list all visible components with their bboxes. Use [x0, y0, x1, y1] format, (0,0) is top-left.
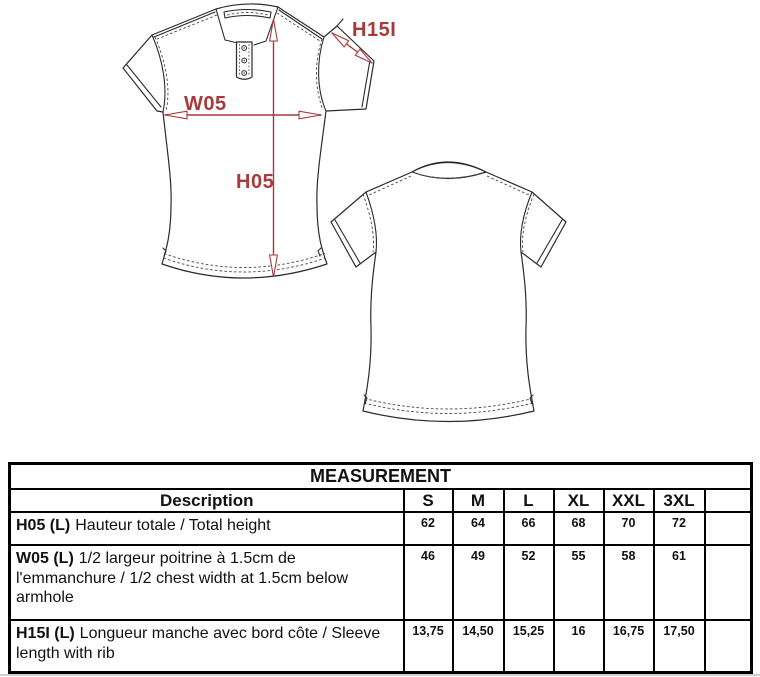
column-header-empty [705, 489, 752, 512]
column-header-size-3xl: 3XL [654, 489, 705, 512]
measure-value: 17,50 [654, 620, 705, 673]
front-right-sleeve-tick [337, 19, 343, 26]
back-body-outline [331, 162, 566, 422]
measure-code: H15I (L) [16, 625, 75, 642]
measure-text: 1/2 largeur poitrine à 1.5cm de l'emmanchure / 1/2 chest width at 1.5cm below armhole [16, 550, 349, 607]
column-header-size-l: L [504, 489, 554, 512]
measure-value: 16 [554, 620, 604, 673]
table-row-h05 [10, 512, 752, 545]
measure-value: 13,75 [404, 620, 453, 673]
polo-front-view [123, 4, 374, 278]
measure-value: 49 [453, 545, 504, 620]
column-header-size-s: S [404, 489, 453, 512]
measure-value: 68 [554, 512, 604, 545]
measure-text: Longueur manche avec bord côte / Sleeve length with rib [16, 625, 381, 662]
measure-value-empty [705, 512, 752, 545]
w05-label: W05 [184, 93, 227, 115]
measure-value: 14,50 [453, 620, 504, 673]
table-title: MEASUREMENT [10, 464, 752, 490]
placket-button [242, 58, 247, 63]
measure-value: 58 [604, 545, 654, 620]
h05-label: H05 [236, 171, 275, 193]
placket-button [242, 46, 247, 51]
measure-value: 64 [453, 512, 504, 545]
measure-value-empty [705, 620, 752, 673]
measurement-table [8, 462, 753, 674]
table-row-h15i [10, 620, 752, 673]
measure-value: 70 [604, 512, 654, 545]
h15i-label: H15I [352, 19, 397, 41]
measure-value: 72 [654, 512, 705, 545]
measure-code: W05 (L) [16, 550, 74, 567]
table-header-row [10, 489, 752, 512]
column-header-size-xxl: XXL [604, 489, 654, 512]
row-description [10, 620, 404, 673]
measure-value: 62 [404, 512, 453, 545]
table-row-w05 [10, 545, 752, 620]
measure-value: 66 [504, 512, 554, 545]
column-header-description: Description [10, 489, 404, 512]
column-header-size-m: M [453, 489, 504, 512]
row-description [10, 512, 404, 545]
measure-value: 55 [554, 545, 604, 620]
measure-value: 15,25 [504, 620, 554, 673]
page-bottom-edge [0, 674, 760, 676]
measure-value: 46 [404, 545, 453, 620]
placket-button [242, 71, 247, 76]
measure-value: 61 [654, 545, 705, 620]
measure-text: Hauteur totale / Total height [75, 517, 271, 534]
row-description [10, 545, 404, 620]
polo-back-view [331, 162, 566, 422]
table-title-row [10, 464, 752, 490]
measure-value-empty [705, 545, 752, 620]
column-header-size-xl: XL [554, 489, 604, 512]
measure-code: H05 (L) [16, 517, 71, 534]
measure-value: 16,75 [604, 620, 654, 673]
measure-value: 52 [504, 545, 554, 620]
